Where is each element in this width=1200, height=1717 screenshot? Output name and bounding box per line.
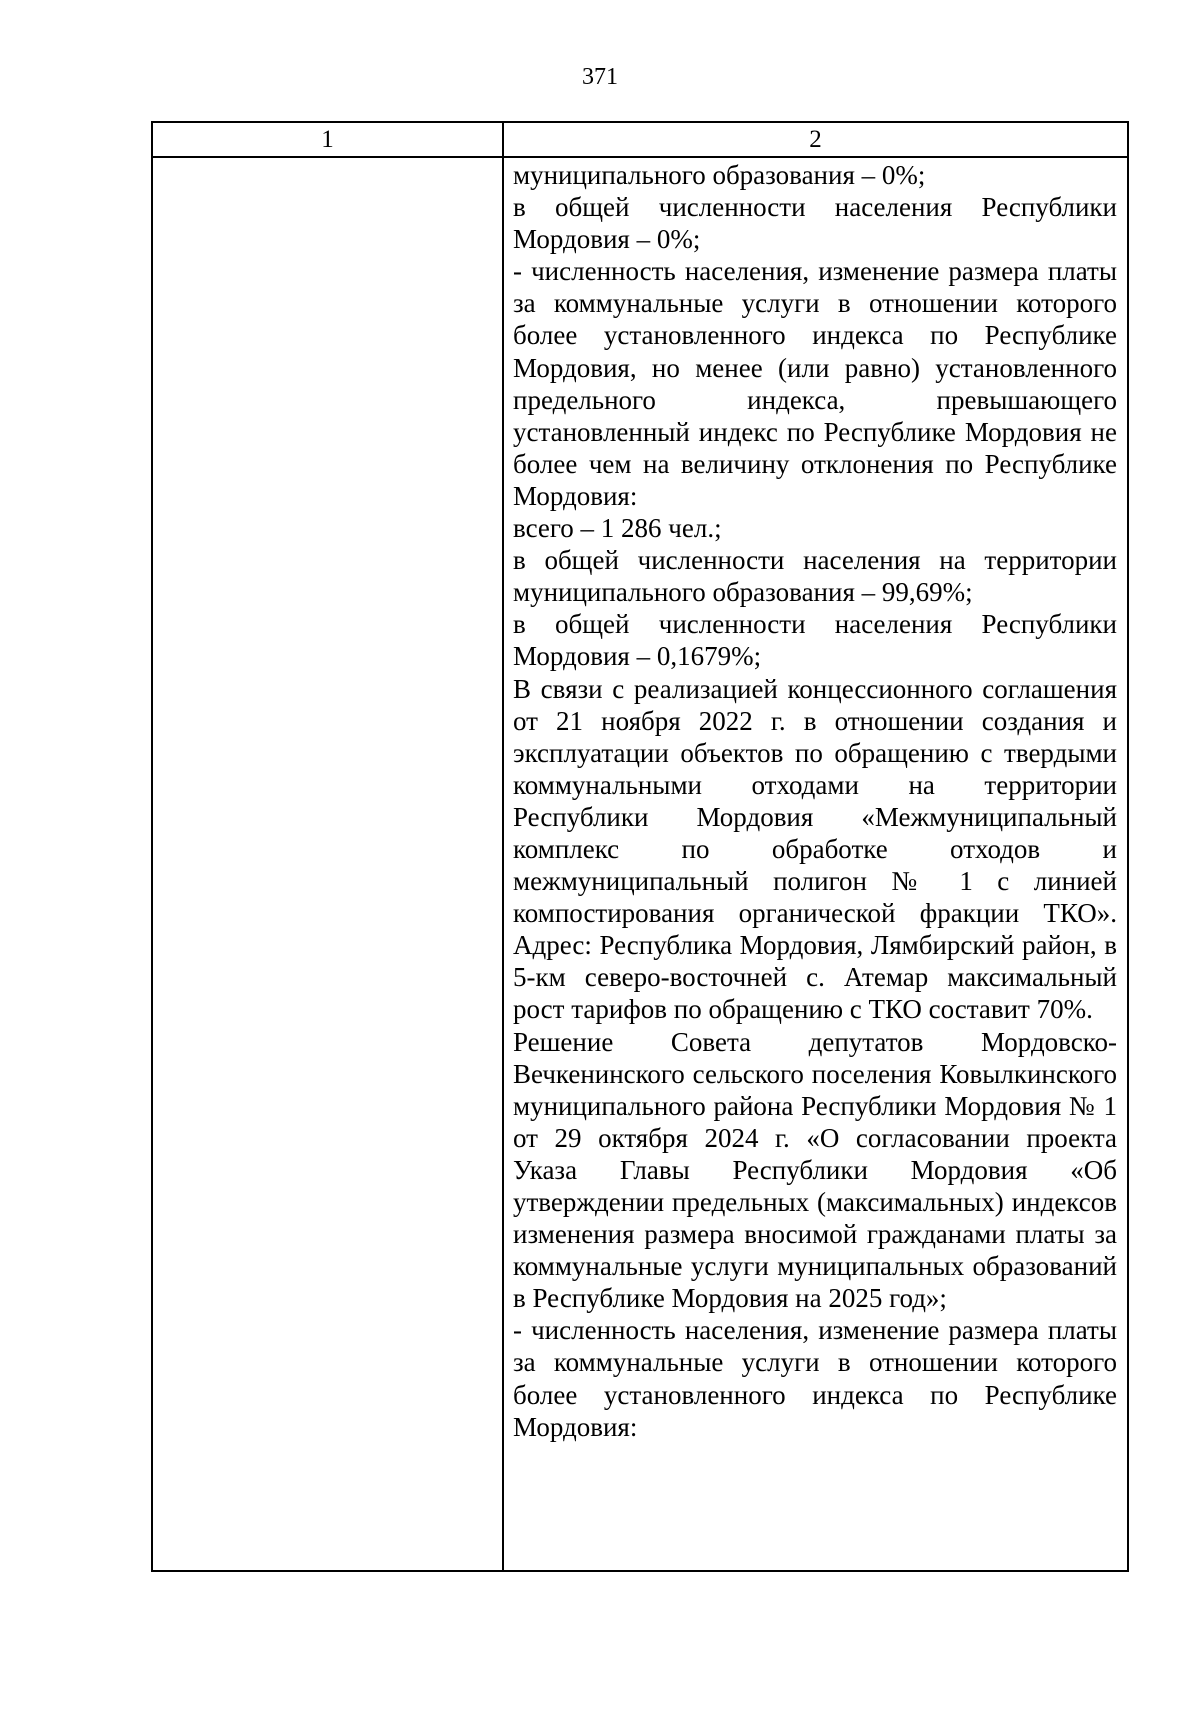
paragraph: в общей численности населения Республики Мордовия – 0%;: [513, 192, 1117, 255]
content-table: [151, 121, 1129, 1572]
paragraph: - численность населения, изменение размера платы за коммунальные услуги в отношении которого более установленного индекса по Республике Мордовия, но менее (или равно) установленного предельного индекса, превышающего установленный индекс по Республике Мордовия не более чем на величину отклонения по Республике Мордовия:: [513, 256, 1117, 511]
paragraph: в общей численности населения Республики Мордовия – 0,1679%;: [513, 609, 1117, 672]
paragraph: всего – 1 286 чел.;: [513, 513, 722, 544]
paragraph: Решение Совета депутатов Мордовско-Вечкенинского сельского поселения Ковылкинского муниципального района Республики Мордовия № 1 от 29 октября 2024 г. «О согласовании проекта Указа Главы Республики Мордовия «Об утверждении предельных (максимальных) индексов изменения размера вносимой гражданами платы за коммунальные услуги муниципальных образований в Республике Мордовия на 2025 год»;: [513, 1026, 1117, 1314]
column-divider: [502, 123, 504, 1570]
paragraph: В связи с реализацией концессионного соглашения от 21 ноября 2022 г. в отношении создания и эксплуатации объектов по обращению с твердыми коммунальными отходами на территории Республики Мордовия «Межмуниципальный комплекс по обработке отходов и межмуниципальный полигон № 1 с линией компостирования органической фракции ТКО». Адрес: Республика Мордовия, Лямбирский район, в 5-км северо-восточней с. Атемар максимальный рост тарифов по обращению с ТКО составит 70%.: [513, 673, 1117, 1025]
column-1-header: 1: [321, 126, 334, 153]
paragraph: в общей численности населения на территории муниципального образования – 99,69%;: [513, 545, 1117, 608]
paragraph: - численность населения, изменение размера платы за коммунальные услуги в отношении которого более установленного индекса по Республике Мордовия:: [513, 1315, 1117, 1442]
column-2-cell: [513, 159, 1117, 1443]
paragraph: муниципального образования – 0%;: [513, 160, 926, 190]
table-header-row: [153, 123, 1127, 158]
column-2-header: 2: [809, 126, 822, 153]
page-number: 371: [582, 64, 618, 90]
